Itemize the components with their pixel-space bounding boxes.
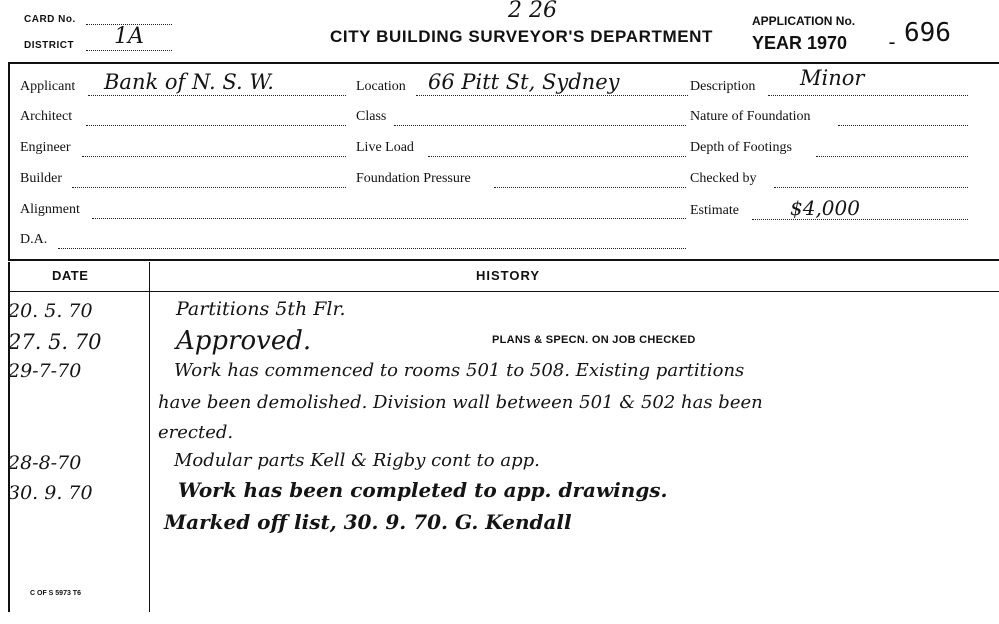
location-line bbox=[416, 95, 688, 96]
builder-label: Builder bbox=[20, 171, 62, 186]
year-label: YEAR 1970 bbox=[752, 33, 848, 53]
entry-text: have been demolished. Division wall between 501 & 502 has been bbox=[158, 392, 763, 413]
live-load-line bbox=[428, 156, 686, 157]
class-line bbox=[394, 125, 686, 126]
entry-text: erected. bbox=[158, 422, 234, 443]
district-label: DISTRICT bbox=[24, 40, 75, 51]
engineer-line bbox=[82, 156, 346, 157]
foundation-pressure-label: Foundation Pressure bbox=[356, 171, 471, 186]
history-top-border bbox=[8, 259, 999, 261]
entry-date: 30. 9. 70 bbox=[8, 482, 93, 504]
history-column-header: HISTORY bbox=[476, 268, 541, 283]
entry-date: 28-8-70 bbox=[8, 452, 82, 474]
applicant-line bbox=[88, 95, 346, 96]
history-header-rule bbox=[8, 291, 999, 292]
entry-text: Work has commenced to rooms 501 to 508. Existing partitions bbox=[174, 360, 745, 381]
entry-date: 20. 5. 70 bbox=[8, 300, 93, 322]
alignment-label: Alignment bbox=[20, 202, 80, 217]
application-label: APPLICATION No. bbox=[752, 14, 856, 28]
handwritten-card-number: 2 26 bbox=[508, 0, 557, 23]
applicant-label: Applicant bbox=[20, 79, 76, 94]
checked-by-label: Checked by bbox=[690, 171, 757, 186]
entry-text: Partitions 5th Flr. bbox=[176, 298, 346, 320]
entry-text: Marked off list, 30. 9. 70. G. Kendall bbox=[164, 510, 572, 534]
application-number: 696 bbox=[904, 18, 951, 48]
foundation-pressure-line bbox=[494, 187, 686, 188]
department-title: CITY BUILDING SURVEYOR'S DEPARTMENT bbox=[330, 27, 714, 46]
date-column-divider bbox=[149, 262, 150, 612]
checked-by-line bbox=[774, 187, 968, 188]
builder-line bbox=[72, 187, 346, 188]
applicant-value: Bank of N. S. W. bbox=[104, 70, 274, 94]
entry-date: 29-7-70 bbox=[8, 360, 82, 382]
district-line bbox=[86, 50, 172, 51]
nature-of-foundation-line bbox=[838, 125, 968, 126]
description-line bbox=[768, 95, 968, 96]
form-top-border bbox=[8, 62, 999, 64]
entry-text: Modular parts Kell & Rigby cont to app. bbox=[174, 450, 540, 471]
location-label: Location bbox=[356, 79, 406, 94]
form-code: C OF S 5973 T6 bbox=[30, 590, 81, 597]
depth-of-footings-label: Depth of Footings bbox=[690, 140, 792, 155]
alignment-line bbox=[92, 218, 686, 219]
district-value: 1A bbox=[114, 24, 144, 49]
architect-label: Architect bbox=[20, 109, 73, 124]
estimate-line bbox=[752, 219, 968, 220]
entry-date: 27. 5. 70 bbox=[8, 330, 102, 354]
date-column-header: DATE bbox=[52, 268, 89, 283]
description-value: Minor bbox=[800, 66, 865, 90]
entry-text: Approved. bbox=[176, 326, 312, 356]
engineer-label: Engineer bbox=[20, 140, 71, 155]
card-no-label: CARD No. bbox=[24, 14, 76, 25]
plans-checked-stamp: PLANS & SPECN. ON JOB CHECKED bbox=[492, 334, 696, 346]
form-left-border bbox=[8, 62, 10, 261]
location-value: 66 Pitt St, Sydney bbox=[428, 70, 620, 94]
architect-line bbox=[86, 125, 346, 126]
depth-of-footings-line bbox=[816, 156, 968, 157]
entry-text: Work has been completed to app. drawings. bbox=[178, 478, 668, 502]
class-label: Class bbox=[356, 109, 387, 124]
da-label: D.A. bbox=[20, 232, 48, 247]
live-load-label: Live Load bbox=[356, 140, 414, 155]
number-dash: - bbox=[886, 30, 899, 54]
nature-of-foundation-label: Nature of Foundation bbox=[690, 109, 811, 124]
description-label: Description bbox=[690, 79, 756, 94]
estimate-label: Estimate bbox=[690, 203, 739, 218]
da-line bbox=[58, 248, 686, 249]
estimate-value: $4,000 bbox=[790, 196, 860, 220]
